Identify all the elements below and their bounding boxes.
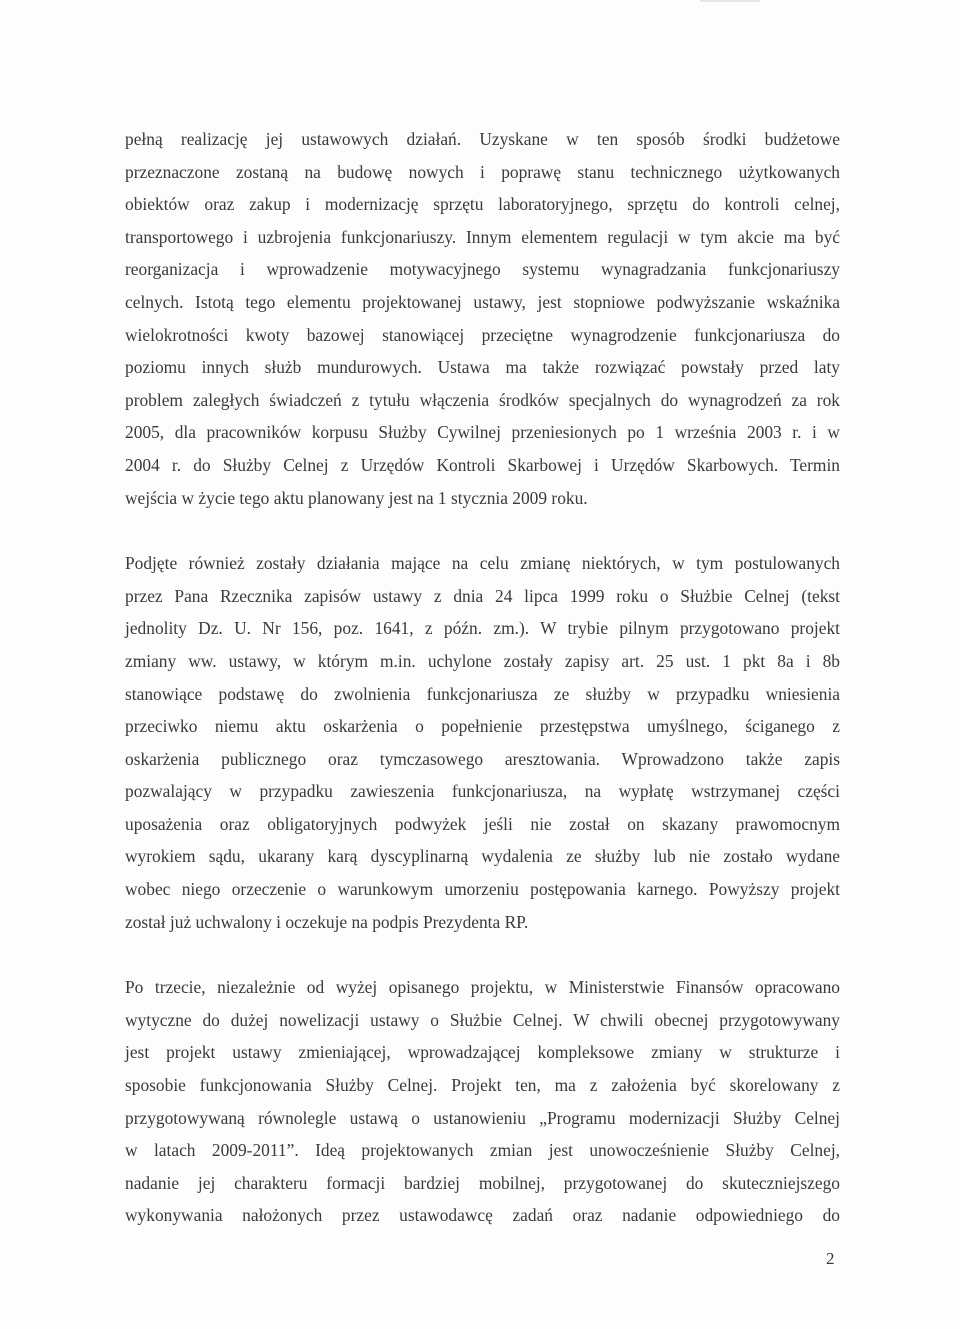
- text-line: jest projekt ustawy zmieniającej, wprowadzającej kompleksowe zmiany w strukturze i: [125, 1042, 840, 1063]
- text-line: przygotowywaną równolegle ustawą o ustanowieniu „Programu modernizacji Służby Celnej: [125, 1107, 840, 1128]
- text-line: wyrokiem sądu, ukarany karą dyscyplinarną wydalenia ze służby lub nie zostało wydane: [125, 846, 840, 867]
- text-line: 2005, dla pracowników korpusu Służby Cywilnej przeniesionych po 1 września 2003 r. i w: [125, 422, 840, 443]
- text-line: pełną realizację jej ustawowych działań. Uzyskane w ten sposób środki budżetowe: [125, 129, 840, 149]
- text-line: celnych. Istotą tego elementu projektowanej ustawy, jest stopniowe podwyższanie wskaźnika: [125, 291, 840, 312]
- text-line: wielokrotności kwoty bazowej stanowiącej przeciętne wynagrodzenie funkcjonariusza do: [125, 324, 840, 345]
- text-line: został już uchwalony i oczekuje na podpis Prezydenta RP.: [125, 911, 529, 932]
- text-line: w latach 2009-2011”. Ideą projektowanych zmian jest unowocześnienie Służby Celnej,: [125, 1140, 840, 1161]
- text-line: wykonywania nałożonych przez ustawodawcę zadań oraz nadanie odpowiedniego do: [125, 1205, 840, 1226]
- text-line: pozwalający w przypadku zawieszenia funkcjonariusza, na wypłatę wstrzymanej części: [125, 781, 840, 802]
- paragraph-3: [125, 971, 840, 1232]
- paragraph-2: [125, 547, 840, 938]
- text-line: problem zaległych świadczeń z tytułu włączenia środków specjalnych do wynagrodzeń za rok: [125, 389, 840, 410]
- text-line: oskarżenia publicznego oraz tymczasowego aresztowania. Wprowadzono także zapis: [125, 748, 840, 769]
- text-line: obiektów oraz zakup i modernizację sprzętu laboratoryjnego, sprzętu do kontroli celnej,: [125, 194, 840, 215]
- text-line: Podjęte również zostały działania mające na celu zmianę niektórych, w tym postulowanych: [125, 553, 840, 574]
- text-line: zmiany ww. ustawy, w którym m.in. uchylone zostały zapisy art. 25 ust. 1 pkt 8a i 8b: [125, 650, 840, 671]
- text-line: jednolity Dz. U. Nr 156, poz. 1641, z późn. zm.). W trybie pilnym przygotowano projekt: [125, 618, 840, 639]
- page-number: 2: [826, 1249, 835, 1268]
- text-line: wytyczne do dużej nowelizacji ustawy o Służbie Celnej. W chwili obecnej przygotowywany: [125, 1009, 840, 1030]
- text-line: wejścia w życie tego aktu planowany jest na 1 stycznia 2009 roku.: [125, 487, 588, 508]
- paragraph-spacer: [125, 938, 840, 971]
- paragraph-spacer: [125, 514, 840, 547]
- text-line: sposobie funkcjonowania Służby Celnej. Projekt ten, ma z założenia być skorelowany z: [125, 1075, 840, 1096]
- text-line: Po trzecie, niezależnie od wyżej opisanego projektu, w Ministerstwie Finansów opracowano: [125, 977, 840, 998]
- text-line: uposażenia oraz obligatoryjnych podwyżek jeśli nie został on skazany prawomocnym: [125, 813, 840, 834]
- text-line: transportowego i uzbrojenia funkcjonariuszy. Innym elementem regulacji w tym akcie ma być: [125, 226, 840, 247]
- document-body: [125, 123, 840, 1232]
- text-line: przeciwko niemu aktu oskarżenia o popełnienie przestępstwa umyślnego, ściganego z: [125, 716, 840, 737]
- scan-edge-mark: [700, 0, 760, 2]
- text-line: przez Pana Rzecznika zapisów ustawy z dnia 24 lipca 1999 roku o Służbie Celnej (tekst: [125, 585, 840, 606]
- text-line: reorganizacja i wprowadzenie motywacyjnego systemu wynagradzania funkcjonariuszy: [125, 259, 840, 280]
- text-line: 2004 r. do Służby Celnej z Urzędów Kontroli Skarbowej i Urzędów Skarbowych. Termin: [125, 454, 840, 475]
- paragraph-1: [125, 123, 840, 514]
- text-line: przeznaczone zostaną na budowę nowych i poprawę stanu technicznego użytkowanych: [125, 161, 840, 182]
- text-line: stanowiące podstawę do zwolnienia funkcjonariusza ze służby w przypadku wniesienia: [125, 683, 840, 704]
- text-line: nadanie jej charakteru formacji bardziej mobilnej, przygotowanej do skuteczniejszego: [125, 1172, 840, 1193]
- text-line: poziomu innych służb mundurowych. Ustawa ma także rozwiązać powstały przed laty: [125, 357, 840, 378]
- text-line: wobec niego orzeczenie o warunkowym umorzeniu postępowania karnego. Powyższy projekt: [125, 879, 840, 900]
